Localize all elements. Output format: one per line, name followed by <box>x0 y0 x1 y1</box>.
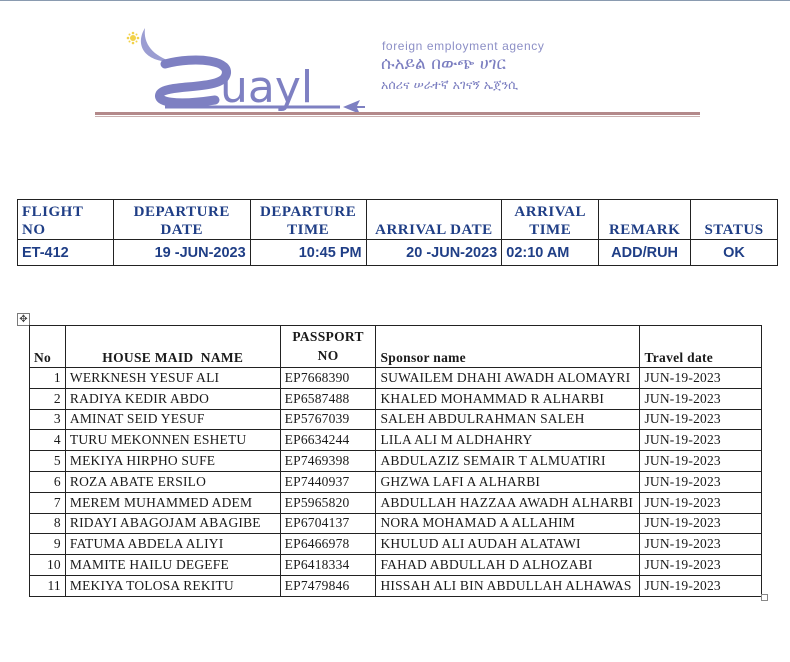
travel-date: JUN-19-2023 <box>640 409 762 430</box>
row-number: 8 <box>30 513 66 534</box>
sponsor-name: HISSAH ALI BIN ABDULLAH ALHAWAS <box>376 575 640 596</box>
travel-date: JUN-19-2023 <box>640 368 762 389</box>
table-row <box>30 555 762 576</box>
travel-date-header: Travel date <box>640 326 762 368</box>
arrival-time-header: ARRIVAL TIME <box>502 200 599 240</box>
no-header: No <box>30 326 66 368</box>
maid-name: RIDAYI ABAGOJAM ABAGIBE <box>65 513 280 534</box>
table-row <box>30 575 762 596</box>
sponsor-name: NORA MOHAMAD A ALLAHIM <box>376 513 640 534</box>
maid-name: WERKNESH YESUF ALI <box>65 368 280 389</box>
travel-date: JUN-19-2023 <box>640 451 762 472</box>
maid-name: MAMITE HAILU DEGEFE <box>65 555 280 576</box>
row-number: 10 <box>30 555 66 576</box>
passport-no: EP6418334 <box>280 555 376 576</box>
top-border <box>0 0 790 1</box>
name-header: HOUSE MAID NAME <box>65 326 280 368</box>
row-number: 9 <box>30 534 66 555</box>
status-header: STATUS <box>691 200 778 240</box>
maid-name: RADIYA KEDIR ABDO <box>65 388 280 409</box>
table-row <box>30 409 762 430</box>
sponsor-name: KHALED MOHAMMAD R ALHARBI <box>376 388 640 409</box>
passport-no: EP6704137 <box>280 513 376 534</box>
header-rule-thin <box>95 116 700 117</box>
table-row <box>30 368 762 389</box>
travel-date: JUN-19-2023 <box>640 575 762 596</box>
passport-no: EP5767039 <box>280 409 376 430</box>
maid-name: MEKIYA TOLOSA REKITU <box>65 575 280 596</box>
logo-wordmark: uayl <box>220 62 314 112</box>
flight-table <box>17 199 778 266</box>
maid-name: ROZA ABATE ERSILO <box>65 471 280 492</box>
table-row <box>30 513 762 534</box>
travel-date: JUN-19-2023 <box>640 430 762 451</box>
table-row <box>30 471 762 492</box>
sponsor-name: SALEH ABDULRAHMAN SALEH <box>376 409 640 430</box>
sponsor-header: Sponsor name <box>376 326 640 368</box>
row-number: 6 <box>30 471 66 492</box>
departure-date-header: DEPARTURE DATE <box>113 200 250 240</box>
passport-no: EP7469398 <box>280 451 376 472</box>
maid-name: TURU MEKONNEN ESHETU <box>65 430 280 451</box>
row-number: 11 <box>30 575 66 596</box>
logo-sun-icon <box>127 32 140 45</box>
agency-tagline: foreign employment agency <box>382 39 545 53</box>
letterhead <box>95 22 700 117</box>
suayl-logo <box>125 22 375 112</box>
row-number: 2 <box>30 388 66 409</box>
sponsor-name: KHULUD ALI AUDAH ALATAWI <box>376 534 640 555</box>
row-number: 3 <box>30 409 66 430</box>
flight-row <box>18 240 778 266</box>
passport-no: EP7479846 <box>280 575 376 596</box>
housemaid-table <box>29 325 762 597</box>
travel-date: JUN-19-2023 <box>640 555 762 576</box>
airplane-icon <box>343 100 365 112</box>
arrival-date: 20 -JUN-2023 <box>366 240 502 266</box>
travel-date: JUN-19-2023 <box>640 513 762 534</box>
remark-header: REMARK <box>599 200 691 240</box>
flight-no-header: FLIGHT NO <box>18 200 114 240</box>
table-row <box>30 451 762 472</box>
arrival-date-header: ARRIVAL DATE <box>366 200 502 240</box>
maid-name: AMINAT SEID YESUF <box>65 409 280 430</box>
departure-time: 10:45 PM <box>250 240 366 266</box>
passport-no: EP6466978 <box>280 534 376 555</box>
maid-name: MEKIYA HIRPHO SUFE <box>65 451 280 472</box>
passport-header: PASSPORT NO <box>280 326 376 368</box>
travel-date: JUN-19-2023 <box>640 534 762 555</box>
table-row <box>30 388 762 409</box>
departure-time-header: DEPARTURE TIME <box>250 200 366 240</box>
passport-no: EP6634244 <box>280 430 376 451</box>
row-number: 1 <box>30 368 66 389</box>
amharic-name: ሱአይል በውጭ ሀገር <box>381 54 506 74</box>
maid-header-row <box>30 326 762 368</box>
table-row <box>30 430 762 451</box>
move-handle-icon[interactable]: ✥ <box>17 313 30 326</box>
sponsor-name: SUWAILEM DHAHI AWADH ALOMAYRI <box>376 368 640 389</box>
maid-name: MEREM MUHAMMED ADEM <box>65 492 280 513</box>
maid-name: FATUMA ABDELA ALIYI <box>65 534 280 555</box>
sponsor-name: ABDULLAH HAZZAA AWADH ALHARBI <box>376 492 640 513</box>
passport-no: EP7668390 <box>280 368 376 389</box>
passport-no: EP7440937 <box>280 471 376 492</box>
amharic-subtitle: አሰሪና ሠራተኛ አገናኝ ኤጀንሲ <box>381 77 519 92</box>
sponsor-name: LILA ALI M ALDHAHRY <box>376 430 640 451</box>
travel-date: JUN-19-2023 <box>640 492 762 513</box>
flight-no: ET-412 <box>18 240 114 266</box>
travel-date: JUN-19-2023 <box>640 471 762 492</box>
row-number: 5 <box>30 451 66 472</box>
departure-date: 19 -JUN-2023 <box>113 240 250 266</box>
remark: ADD/RUH <box>599 240 691 266</box>
table-row <box>30 492 762 513</box>
passport-no: EP6587488 <box>280 388 376 409</box>
sponsor-name: GHZWA LAFI A ALHARBI <box>376 471 640 492</box>
status: OK <box>691 240 778 266</box>
arrival-time: 02:10 AM <box>502 240 599 266</box>
row-number: 7 <box>30 492 66 513</box>
travel-date: JUN-19-2023 <box>640 388 762 409</box>
sponsor-name: ABDULAZIZ SEMAIR T ALMUATIRI <box>376 451 640 472</box>
row-number: 4 <box>30 430 66 451</box>
flight-header-row <box>18 200 778 240</box>
table-resize-handle[interactable] <box>761 594 768 601</box>
sponsor-name: FAHAD ABDULLAH D ALHOZABI <box>376 555 640 576</box>
table-row <box>30 534 762 555</box>
passport-no: EP5965820 <box>280 492 376 513</box>
header-rule <box>95 112 700 115</box>
